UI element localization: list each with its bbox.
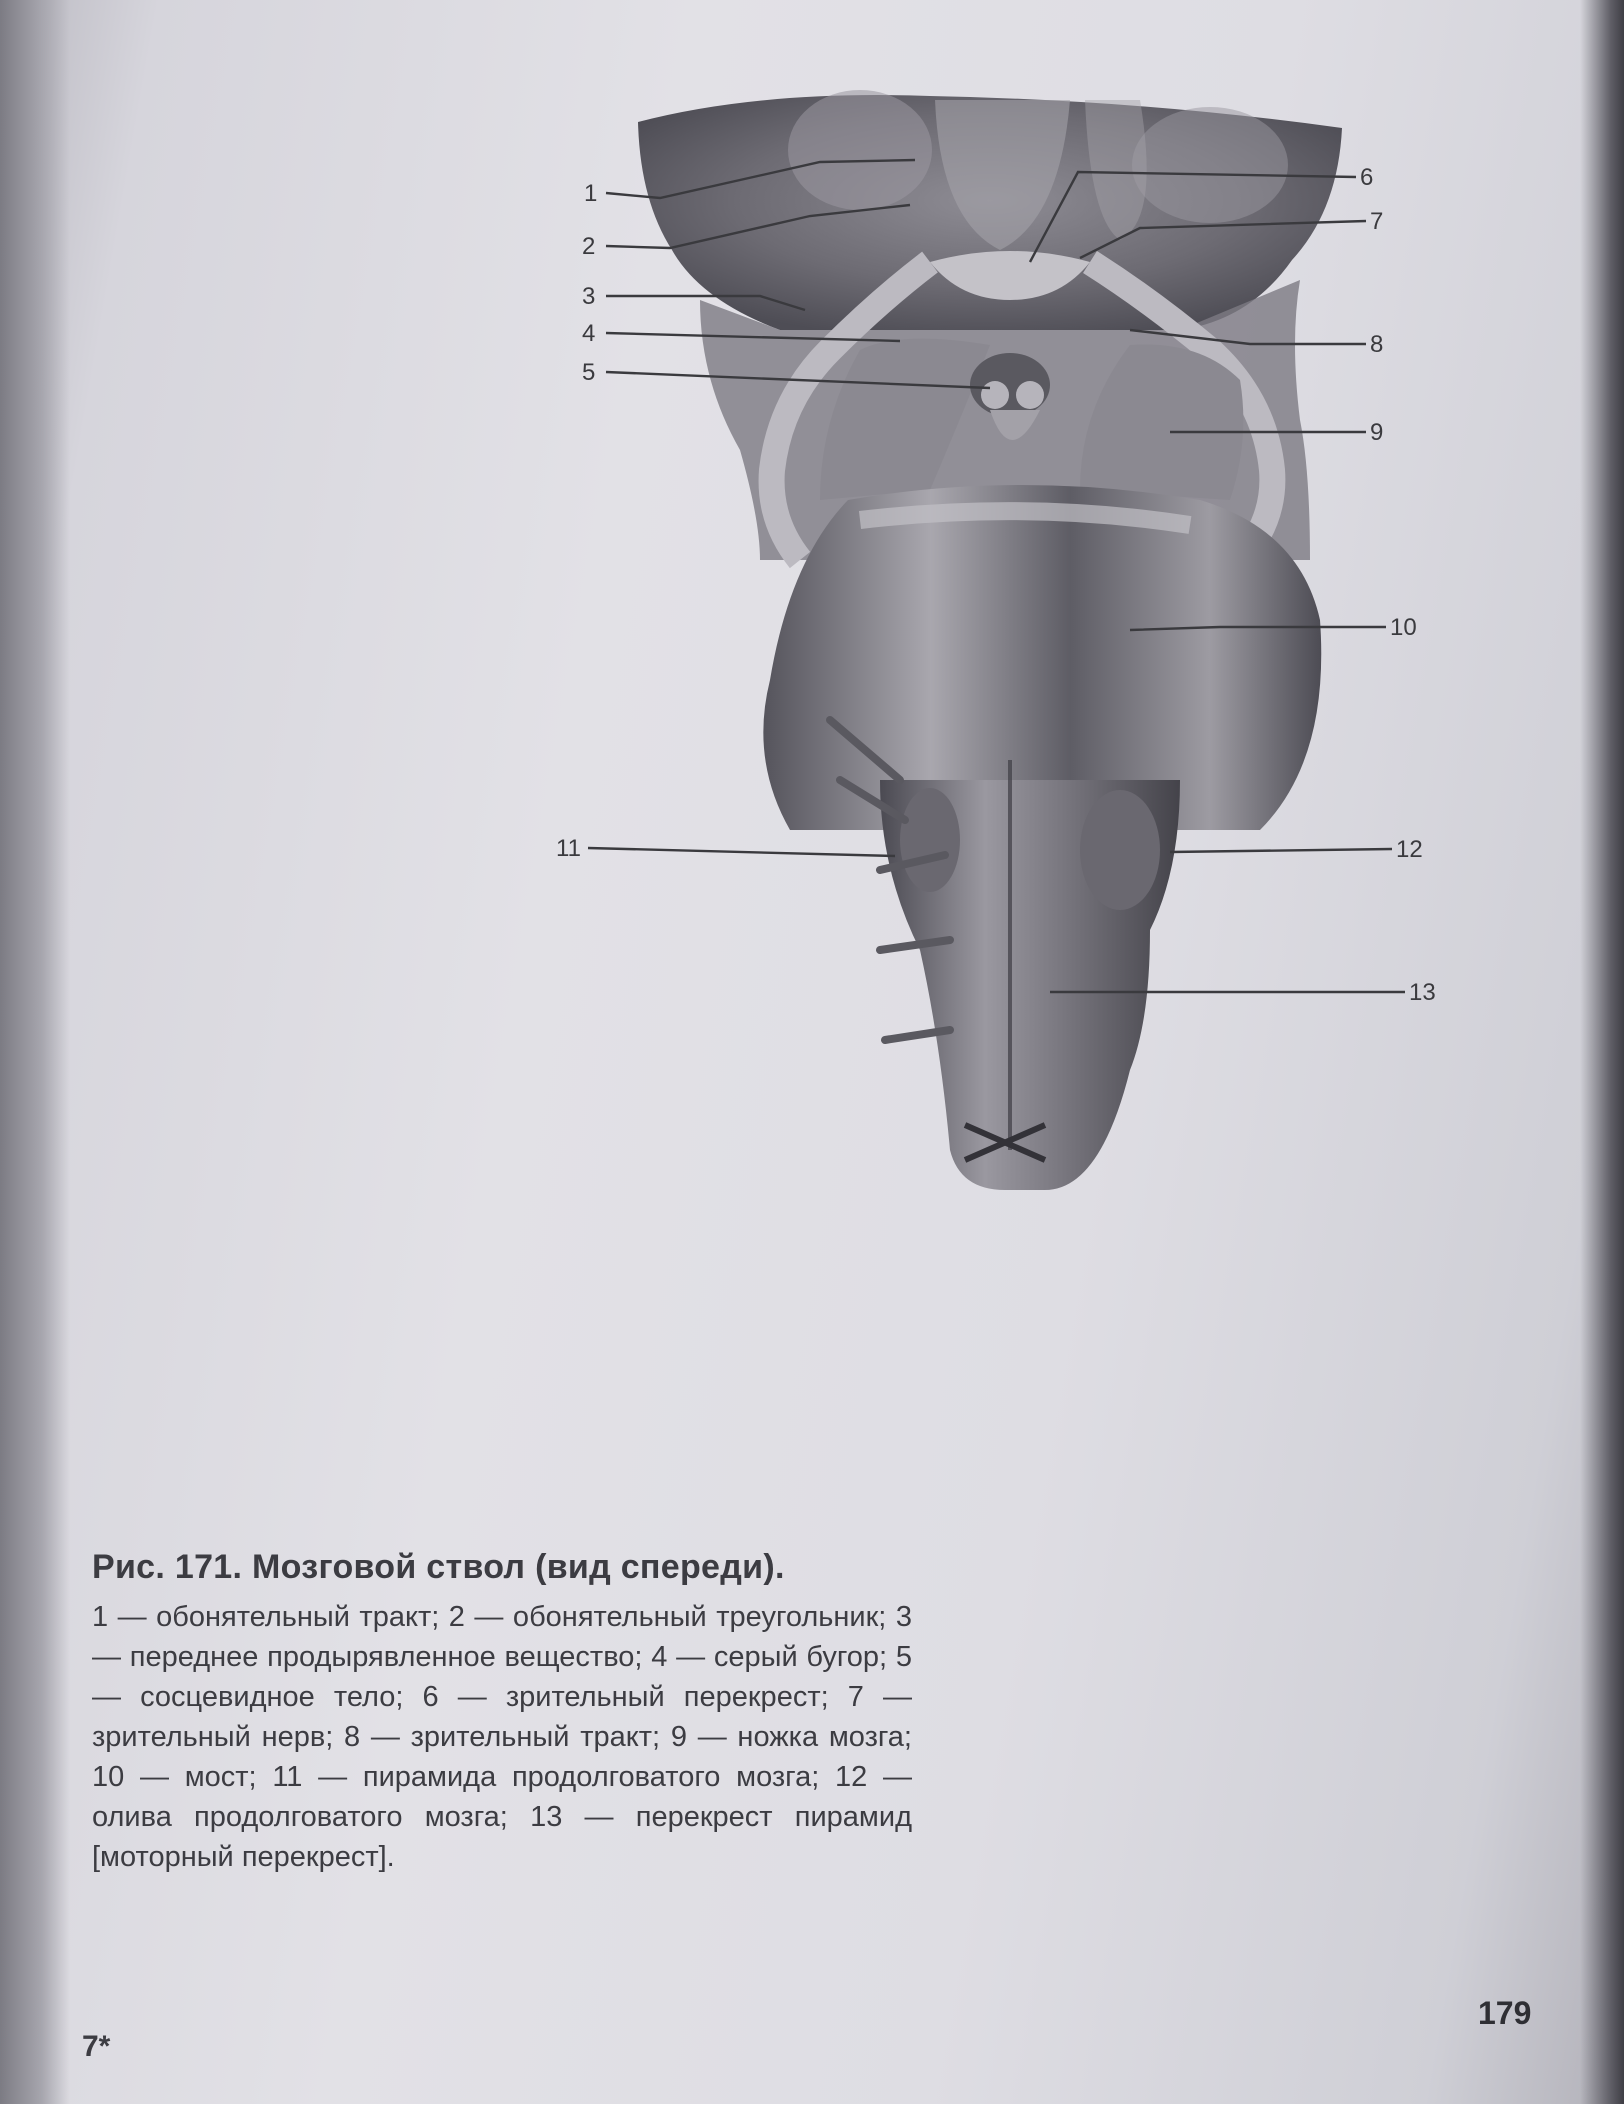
- callout-2: 2: [582, 233, 596, 260]
- caption-legend: 1 — обонятельный тракт; 2 — обонятельный треугольник; 3 — переднее продырявленное вещество; 4 — серый бугор; 5 — сосцевидное тело; 6 — зрительный перекрест; 7 — зрительный нерв; 8 — зрительный тракт; 9 — ножка мозга; 10 — мост; 11 — пирамида продолговатого мозга; 12 — олива продолговатого мозга; 13 — перекрест пирамид [моторный перекрест].: [92, 1601, 912, 1873]
- callout-11: 11: [556, 835, 581, 862]
- callout-1: 1: [584, 180, 598, 207]
- callout-3: 3: [582, 283, 596, 310]
- callout-8: 8: [1370, 331, 1384, 358]
- medulla-oblongata: [880, 760, 1180, 1190]
- callout-13: 13: [1409, 979, 1436, 1006]
- callout-10: 10: [1390, 614, 1417, 641]
- callout-12: 12: [1396, 836, 1423, 863]
- callout-4: 4: [582, 320, 596, 347]
- pons: [763, 485, 1321, 830]
- callout-9: 9: [1370, 419, 1384, 446]
- figure-caption: [92, 1548, 912, 1877]
- caption-title: Рис. 171. Мозговой ствол (вид спереди).: [92, 1548, 785, 1586]
- signature-mark: 7*: [82, 2030, 111, 2063]
- callout-7: 7: [1370, 208, 1384, 235]
- page-number: 179: [1478, 1995, 1532, 2031]
- callout-6: 6: [1360, 164, 1374, 191]
- callout-5: 5: [582, 359, 596, 386]
